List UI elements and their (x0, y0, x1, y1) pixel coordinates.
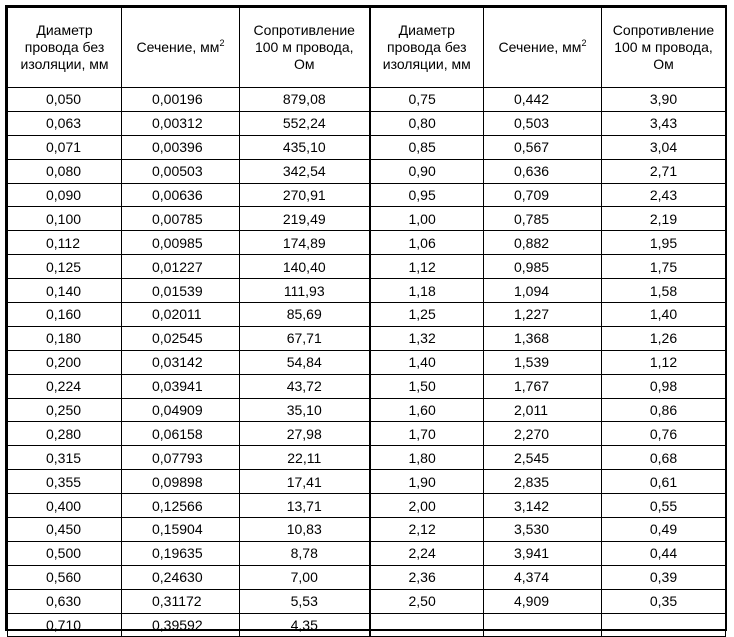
cell-diameter: 0,071 (8, 135, 122, 159)
cell-resistance: 13,71 (240, 494, 370, 518)
cell-diameter: 0,355 (8, 470, 122, 494)
cell-diameter: 0,315 (8, 446, 122, 470)
cell-diameter: 1,50 (370, 374, 484, 398)
cell-resistance: 0,55 (602, 494, 726, 518)
cell-resistance: 0,68 (602, 446, 726, 470)
cell-resistance: 43,72 (240, 374, 370, 398)
cell-cross-section: 0,12566 (122, 494, 240, 518)
cell-resistance: 0,44 (602, 541, 726, 565)
cell-diameter: 1,12 (370, 255, 484, 279)
header-diameter: Диаметр провода без изоляции, мм (370, 8, 484, 88)
cell-cross-section: 0,503 (484, 111, 602, 135)
cell-cross-section: 0,985 (484, 255, 602, 279)
cell-diameter: 0,112 (8, 231, 122, 255)
cell-cross-section: 4,909 (484, 589, 602, 613)
cell-cross-section: 1,767 (484, 374, 602, 398)
cell-resistance: 5,53 (240, 589, 370, 613)
cell-diameter: 2,50 (370, 589, 484, 613)
cell-resistance: 0,98 (602, 374, 726, 398)
cell-diameter: 1,90 (370, 470, 484, 494)
cell-resistance: 35,10 (240, 398, 370, 422)
table-row (8, 565, 726, 589)
cell-diameter: 1,00 (370, 207, 484, 231)
cell-diameter: 1,06 (370, 231, 484, 255)
cell-cross-section (484, 613, 602, 637)
cell-cross-section: 0,19635 (122, 541, 240, 565)
cell-resistance: 3,04 (602, 135, 726, 159)
cell-diameter: 2,00 (370, 494, 484, 518)
cell-diameter: 1,32 (370, 326, 484, 350)
cell-cross-section: 0,03941 (122, 374, 240, 398)
cell-diameter: 1,80 (370, 446, 484, 470)
cell-resistance: 1,40 (602, 303, 726, 327)
table-row (8, 613, 726, 637)
table-row (8, 231, 726, 255)
cell-cross-section: 0,00396 (122, 135, 240, 159)
cell-resistance: 111,93 (240, 279, 370, 303)
cell-diameter: 0,050 (8, 88, 122, 112)
cell-resistance: 2,19 (602, 207, 726, 231)
cell-diameter: 0,95 (370, 183, 484, 207)
cell-cross-section: 1,368 (484, 326, 602, 350)
table-row (8, 589, 726, 613)
cell-diameter: 2,12 (370, 518, 484, 542)
cell-diameter: 0,710 (8, 613, 122, 637)
table-row (8, 422, 726, 446)
cell-diameter: 0,140 (8, 279, 122, 303)
header-diameter: Диаметр провода без изоляции, мм (8, 8, 122, 88)
cell-diameter: 1,25 (370, 303, 484, 327)
cell-cross-section: 0,31172 (122, 589, 240, 613)
cell-cross-section: 0,567 (484, 135, 602, 159)
cell-diameter: 0,90 (370, 159, 484, 183)
cell-cross-section: 0,04909 (122, 398, 240, 422)
cell-cross-section: 1,094 (484, 279, 602, 303)
cell-cross-section: 0,00503 (122, 159, 240, 183)
cell-resistance: 0,61 (602, 470, 726, 494)
cell-resistance: 342,54 (240, 159, 370, 183)
cell-resistance: 0,49 (602, 518, 726, 542)
cell-cross-section: 2,545 (484, 446, 602, 470)
cell-cross-section: 4,374 (484, 565, 602, 589)
cell-cross-section: 3,142 (484, 494, 602, 518)
cell-cross-section: 0,24630 (122, 565, 240, 589)
table-row (8, 303, 726, 327)
table-row (8, 207, 726, 231)
cell-resistance: 54,84 (240, 350, 370, 374)
cell-diameter: 0,224 (8, 374, 122, 398)
cell-diameter: 0,400 (8, 494, 122, 518)
wire-resistance-table (7, 7, 726, 637)
cell-diameter: 2,24 (370, 541, 484, 565)
cell-resistance: 8,78 (240, 541, 370, 565)
cell-resistance: 27,98 (240, 422, 370, 446)
cell-diameter: 0,080 (8, 159, 122, 183)
cell-resistance: 7,00 (240, 565, 370, 589)
table-row (8, 470, 726, 494)
cell-diameter: 0,160 (8, 303, 122, 327)
cell-diameter: 0,85 (370, 135, 484, 159)
cell-cross-section: 3,530 (484, 518, 602, 542)
cell-cross-section: 2,011 (484, 398, 602, 422)
cell-diameter: 1,40 (370, 350, 484, 374)
table-row (8, 541, 726, 565)
cell-cross-section: 0,01227 (122, 255, 240, 279)
cell-cross-section: 0,02545 (122, 326, 240, 350)
cell-diameter: 0,280 (8, 422, 122, 446)
cell-diameter (370, 613, 484, 637)
cell-cross-section: 0,02011 (122, 303, 240, 327)
cell-diameter: 0,180 (8, 326, 122, 350)
cell-resistance: 1,58 (602, 279, 726, 303)
cell-diameter: 0,450 (8, 518, 122, 542)
table-row (8, 326, 726, 350)
table-row (8, 88, 726, 112)
cell-diameter: 0,500 (8, 541, 122, 565)
cell-diameter: 0,090 (8, 183, 122, 207)
cell-cross-section: 0,636 (484, 159, 602, 183)
cell-cross-section: 0,785 (484, 207, 602, 231)
cell-resistance: 879,08 (240, 88, 370, 112)
cell-diameter: 0,630 (8, 589, 122, 613)
table-row (8, 255, 726, 279)
cell-resistance: 0,35 (602, 589, 726, 613)
table-row (8, 183, 726, 207)
table-row (8, 374, 726, 398)
cell-cross-section: 1,227 (484, 303, 602, 327)
cell-diameter: 0,250 (8, 398, 122, 422)
cell-cross-section: 0,09898 (122, 470, 240, 494)
cell-diameter: 1,60 (370, 398, 484, 422)
table-row (8, 135, 726, 159)
cell-cross-section: 0,00636 (122, 183, 240, 207)
cell-resistance: 85,69 (240, 303, 370, 327)
header-cross-section: Сечение, $мм^2$ (122, 8, 240, 88)
cell-resistance: 10,83 (240, 518, 370, 542)
cell-resistance: 219,49 (240, 207, 370, 231)
cell-resistance: 3,90 (602, 88, 726, 112)
cell-resistance: 270,91 (240, 183, 370, 207)
cell-diameter: 0,200 (8, 350, 122, 374)
header-resistance: Сопротивление 100 м провода, Ом (240, 8, 370, 88)
table-row (8, 518, 726, 542)
table-row (8, 398, 726, 422)
cell-diameter: 0,063 (8, 111, 122, 135)
table-row (8, 446, 726, 470)
cell-resistance: 17,41 (240, 470, 370, 494)
header-resistance: Сопротивление 100 м провода, Ом (602, 8, 726, 88)
cell-resistance: 0,86 (602, 398, 726, 422)
table-row (8, 494, 726, 518)
cell-diameter: 2,36 (370, 565, 484, 589)
cell-cross-section: 0,01539 (122, 279, 240, 303)
header-cross-section: Сечение, $мм^2$ (484, 8, 602, 88)
cell-cross-section: 0,03142 (122, 350, 240, 374)
cell-cross-section: 0,882 (484, 231, 602, 255)
cell-resistance: 3,43 (602, 111, 726, 135)
cell-diameter: 0,125 (8, 255, 122, 279)
cell-resistance: 0,76 (602, 422, 726, 446)
cell-cross-section: 0,06158 (122, 422, 240, 446)
cell-resistance: 2,43 (602, 183, 726, 207)
cell-resistance: 4,35 (240, 613, 370, 637)
cell-cross-section: 2,835 (484, 470, 602, 494)
cell-resistance: 2,71 (602, 159, 726, 183)
cell-resistance: 1,95 (602, 231, 726, 255)
cell-cross-section: 0,00196 (122, 88, 240, 112)
cell-cross-section: 0,00985 (122, 231, 240, 255)
cell-resistance: 174,89 (240, 231, 370, 255)
wire-table-frame (5, 5, 727, 634)
cell-resistance: 0,39 (602, 565, 726, 589)
table-row (8, 350, 726, 374)
cell-cross-section: 3,941 (484, 541, 602, 565)
cell-cross-section: 0,442 (484, 88, 602, 112)
cell-cross-section: 2,270 (484, 422, 602, 446)
cell-cross-section: 0,00785 (122, 207, 240, 231)
cell-resistance: 1,12 (602, 350, 726, 374)
cell-diameter: 0,560 (8, 565, 122, 589)
cell-diameter: 1,18 (370, 279, 484, 303)
cell-cross-section: 0,709 (484, 183, 602, 207)
cell-cross-section: 1,539 (484, 350, 602, 374)
cell-diameter: 0,80 (370, 111, 484, 135)
cell-resistance: 1,26 (602, 326, 726, 350)
cell-cross-section: 0,15904 (122, 518, 240, 542)
cell-resistance: 435,10 (240, 135, 370, 159)
cell-cross-section: 0,07793 (122, 446, 240, 470)
cell-resistance: 67,71 (240, 326, 370, 350)
header-row (8, 8, 726, 88)
cell-resistance: 140,40 (240, 255, 370, 279)
table-body (8, 88, 726, 637)
cell-resistance: 22,11 (240, 446, 370, 470)
cell-resistance: 552,24 (240, 111, 370, 135)
table-row (8, 111, 726, 135)
cell-resistance: 1,75 (602, 255, 726, 279)
table-row (8, 159, 726, 183)
cell-cross-section: 0,39592 (122, 613, 240, 637)
cell-resistance (602, 613, 726, 637)
cell-diameter: 0,75 (370, 88, 484, 112)
cell-cross-section: 0,00312 (122, 111, 240, 135)
table-row (8, 279, 726, 303)
cell-diameter: 0,100 (8, 207, 122, 231)
cell-diameter: 1,70 (370, 422, 484, 446)
